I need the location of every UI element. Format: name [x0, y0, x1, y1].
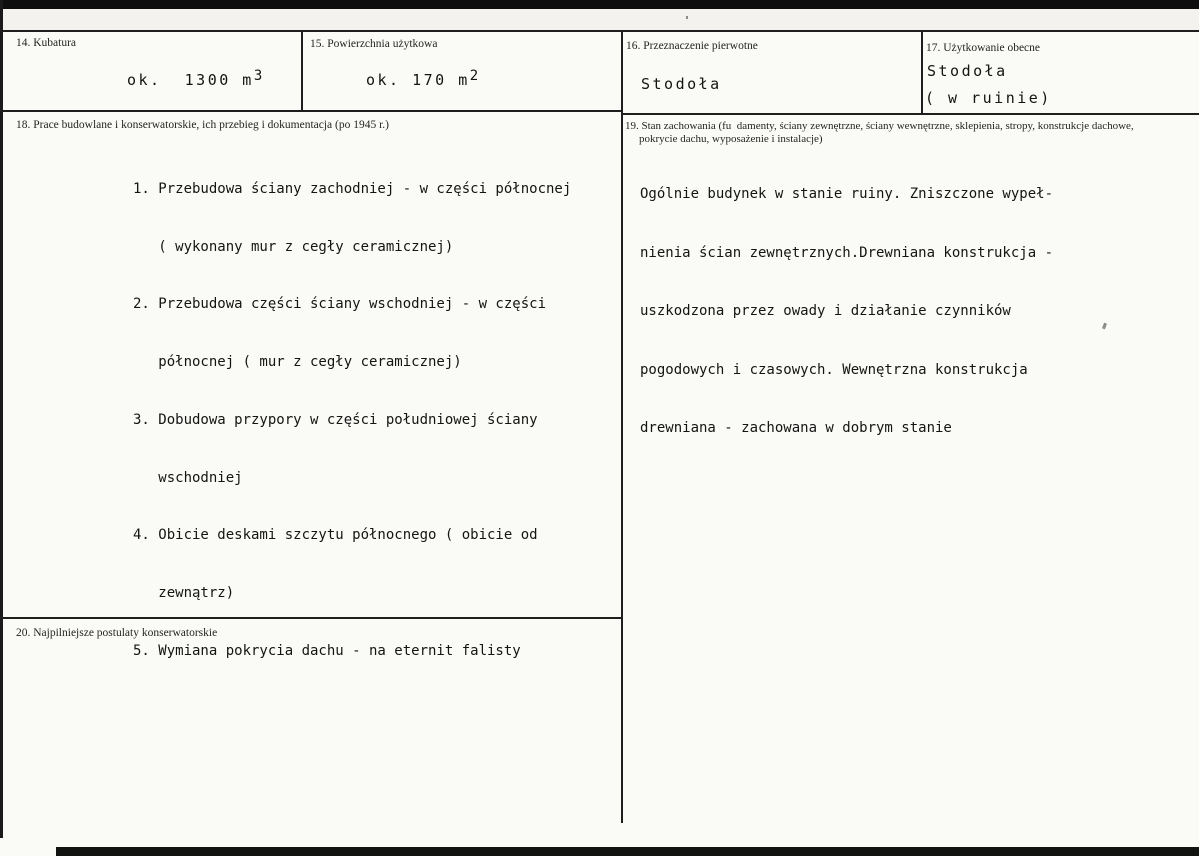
field-14-value-superscript: 3: [253, 68, 263, 84]
field-19-line: drewniana - zachowana w dobrym stanie: [640, 420, 952, 437]
field-19-label-line2: pokrycie dachu, wyposażenie i instalacje): [639, 133, 823, 145]
scan-top-bar: [0, 0, 1199, 9]
field-14-value-text: ok. 1300 m: [127, 71, 254, 89]
field-19-entries: [640, 149, 1053, 474]
field-17-value-line2: ( w ruinie): [925, 89, 1052, 107]
field-18-label: 18. Prace budowlane i konserwatorskie, ich przebieg i dokumentacja (po 1945 r.): [16, 119, 389, 131]
field-19-label-line1: 19. Stan zachowania (fu damenty, ściany zewnętrzne, ściany wewnętrzne, sklepienia, stropy, konstrukcje dachowe,: [625, 120, 1134, 132]
field-18-line: ( wykonany mur z cegły ceramicznej): [133, 238, 454, 255]
field-18-line: 1. Przebudowa ściany zachodniej - w części północnej: [133, 181, 572, 197]
field-18-line: północnej ( mur z cegły ceramicznej): [133, 354, 462, 371]
field-20-label: 20. Najpilniejsze postulaty konserwatorskie: [16, 627, 218, 639]
scan-bottom-bar: [56, 847, 1199, 856]
field-18-line: 2. Przebudowa części ściany wschodniej - w części: [133, 296, 547, 313]
rule-under-16-17: [621, 113, 1199, 115]
scan-speck: [1102, 323, 1107, 330]
field-18-entries: [133, 145, 571, 696]
field-18-line: 5. Wymiana pokrycia dachu - na eternit falisty: [133, 642, 521, 659]
field-17-value-line1: Stodoła: [927, 62, 1008, 80]
field-19-line: Ogólnie budynek w stanie ruiny. Zniszczone wypeł-: [640, 186, 1054, 202]
field-18-line: 4. Obicie deskami szczytu północnego ( obicie od: [133, 527, 538, 544]
field-15-value-text: ok. 170 m: [366, 71, 470, 89]
field-16-value: Stodoła: [641, 75, 722, 93]
field-15-label: 15. Powierzchnia użytkowa: [310, 38, 438, 50]
field-19-line: pogodowych i czasowych. Wewnętrzna konstrukcja: [640, 361, 1028, 378]
field-17-label: 17. Użytkowanie obecne: [926, 42, 1041, 54]
scan-speck: [686, 16, 688, 19]
field-18-line: wschodniej: [133, 469, 243, 486]
scan-top-band: [0, 9, 1199, 30]
form-top-rule: [0, 30, 1199, 32]
rule-under-14-15: [0, 110, 623, 112]
field-14-value: [127, 68, 263, 89]
field-15-value: [366, 68, 479, 89]
divider-16-17: [921, 30, 923, 113]
field-18-line: 3. Dobudowa przypory w części południowej ściany: [133, 411, 538, 428]
divider-main-columns: [621, 30, 623, 823]
field-14-label: 14. Kubatura: [16, 37, 77, 49]
divider-14-15: [301, 30, 303, 110]
field-16-label: 16. Przeznaczenie pierwotne: [626, 40, 758, 52]
field-15-value-superscript: 2: [469, 68, 479, 84]
field-19-line: nienia ścian zewnętrznych.Drewniana konstrukcja -: [640, 244, 1054, 261]
field-18-line: zewnątrz): [133, 584, 235, 601]
scan-left-edge-line: [0, 0, 3, 838]
field-19-line: uszkodzona przez owady i działanie czynników: [640, 303, 1011, 320]
